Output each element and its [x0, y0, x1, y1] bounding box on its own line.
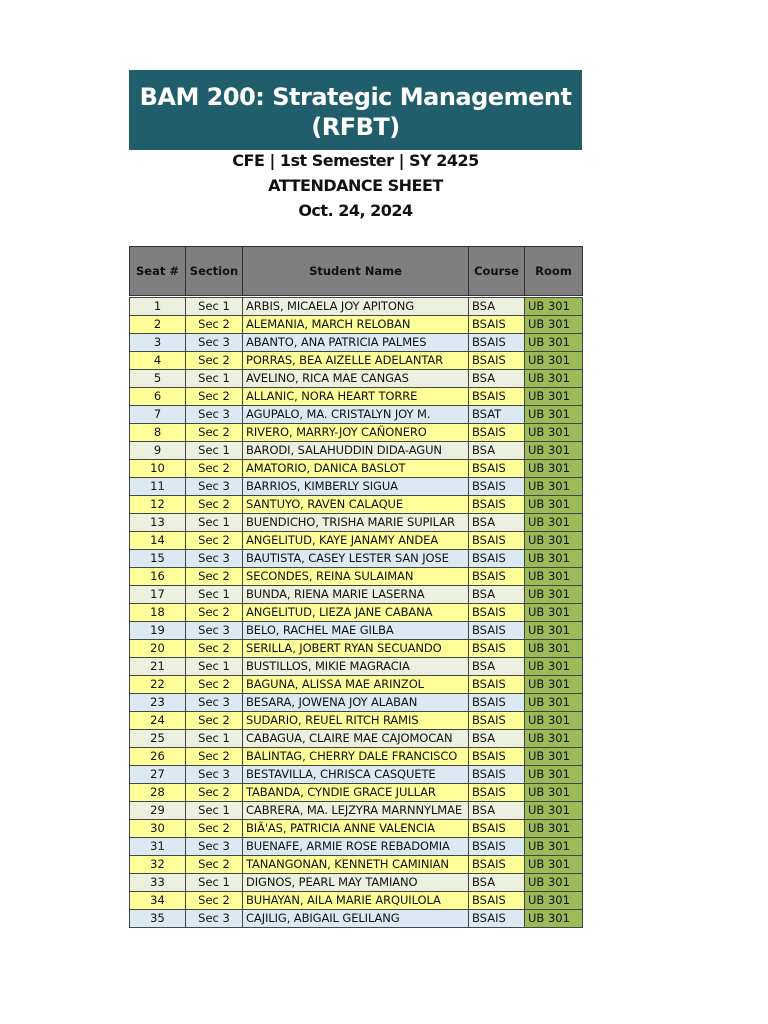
room-cell: UB 301 [525, 820, 583, 838]
table-row [130, 910, 583, 928]
sheet-title: ATTENDANCE SHEET [268, 176, 443, 195]
section-cell: Sec 1 [186, 370, 243, 388]
room-cell: UB 301 [525, 676, 583, 694]
table-row [130, 676, 583, 694]
seat-cell: 24 [130, 712, 186, 730]
section-cell: Sec 2 [186, 748, 243, 766]
course-cell: BSAIS [469, 334, 525, 352]
course-cell: BSAIS [469, 550, 525, 568]
table-row [130, 838, 583, 856]
seat-cell: 8 [130, 424, 186, 442]
seat-cell: 5 [130, 370, 186, 388]
course-cell: BSA [469, 802, 525, 820]
student-name-cell: BELO, RACHEL MAE GILBA [243, 622, 469, 640]
student-name-cell: BESARA, JOWENA JOY ALABAN [243, 694, 469, 712]
table-row [130, 748, 583, 766]
table-row [130, 892, 583, 910]
table-row [130, 856, 583, 874]
seat-cell: 9 [130, 442, 186, 460]
course-cell: BSAIS [469, 748, 525, 766]
course-cell: BSAIS [469, 316, 525, 334]
seat-cell: 14 [130, 532, 186, 550]
table-row [130, 622, 583, 640]
section-cell: Sec 2 [186, 820, 243, 838]
section-cell: Sec 2 [186, 568, 243, 586]
term-subtitle: CFE | 1st Semester | SY 2425 [232, 151, 479, 170]
room-cell: UB 301 [525, 442, 583, 460]
course-cell: BSAIS [469, 352, 525, 370]
section-cell: Sec 3 [186, 838, 243, 856]
course-cell: BSAIS [469, 820, 525, 838]
student-name-cell: BUENAFE, ARMIE ROSE REBADOMIA [243, 838, 469, 856]
seat-cell: 21 [130, 658, 186, 676]
section-cell: Sec 2 [186, 712, 243, 730]
seat-cell: 15 [130, 550, 186, 568]
title-banner [129, 70, 582, 150]
table-row [130, 550, 583, 568]
course-cell: BSAIS [469, 676, 525, 694]
seat-cell: 3 [130, 334, 186, 352]
table-row [130, 640, 583, 658]
section-cell: Sec 2 [186, 676, 243, 694]
student-name-cell: BESTAVILLA, CHRISCA CASQUETE [243, 766, 469, 784]
student-name-cell: ALEMANIA, MARCH RELOBAN [243, 316, 469, 334]
room-cell: UB 301 [525, 370, 583, 388]
table-row [130, 352, 583, 370]
student-name-cell: BARODI, SALAHUDDIN DIDA-AGUN [243, 442, 469, 460]
seat-cell: 2 [130, 316, 186, 334]
table-row [130, 532, 583, 550]
room-cell: UB 301 [525, 730, 583, 748]
student-name-cell: AGUPALO, MA. CRISTALYN JOY M. [243, 406, 469, 424]
seat-cell: 11 [130, 478, 186, 496]
room-cell: UB 301 [525, 478, 583, 496]
room-cell: UB 301 [525, 460, 583, 478]
table-row [130, 334, 583, 352]
section-cell: Sec 2 [186, 424, 243, 442]
course-cell: BSAIS [469, 712, 525, 730]
student-name-cell: CABAGUA, CLAIRE MAE CAJOMOCAN [243, 730, 469, 748]
course-cell: BSA [469, 658, 525, 676]
seat-cell: 31 [130, 838, 186, 856]
section-cell: Sec 1 [186, 730, 243, 748]
room-cell: UB 301 [525, 856, 583, 874]
seat-cell: 32 [130, 856, 186, 874]
section-cell: Sec 3 [186, 910, 243, 928]
table-row [130, 874, 583, 892]
student-name-cell: DIGNOS, PEARL MAY TAMIANO [243, 874, 469, 892]
room-cell: UB 301 [525, 604, 583, 622]
section-cell: Sec 2 [186, 388, 243, 406]
course-cell: BSA [469, 874, 525, 892]
table-row [130, 730, 583, 748]
room-cell: UB 301 [525, 622, 583, 640]
section-cell: Sec 2 [186, 640, 243, 658]
course-cell: BSAT [469, 406, 525, 424]
table-row [130, 370, 583, 388]
room-cell: UB 301 [525, 748, 583, 766]
course-code: (RFBT) [311, 113, 400, 141]
student-name-cell: BAGUNA, ALISSA MAE ARINZOL [243, 676, 469, 694]
course-cell: BSAIS [469, 568, 525, 586]
section-cell: Sec 3 [186, 478, 243, 496]
table-row [130, 586, 583, 604]
seat-cell: 27 [130, 766, 186, 784]
attendance-rows [130, 298, 583, 928]
room-cell: UB 301 [525, 334, 583, 352]
table-row [130, 424, 583, 442]
seat-cell: 29 [130, 802, 186, 820]
room-cell: UB 301 [525, 838, 583, 856]
course-cell: BSAIS [469, 766, 525, 784]
seat-cell: 16 [130, 568, 186, 586]
column-header-room: Room [525, 247, 583, 296]
section-cell: Sec 1 [186, 442, 243, 460]
section-cell: Sec 3 [186, 334, 243, 352]
course-cell: BSAIS [469, 604, 525, 622]
room-cell: UB 301 [525, 298, 583, 316]
student-name-cell: TABANDA, CYNDIE GRACE JULLAR [243, 784, 469, 802]
seat-cell: 19 [130, 622, 186, 640]
seat-cell: 4 [130, 352, 186, 370]
section-cell: Sec 2 [186, 532, 243, 550]
section-cell: Sec 3 [186, 694, 243, 712]
column-header-student-name: Student Name [243, 247, 469, 296]
course-cell: BSAIS [469, 424, 525, 442]
room-cell: UB 301 [525, 388, 583, 406]
table-row [130, 712, 583, 730]
seat-cell: 17 [130, 586, 186, 604]
course-cell: BSA [469, 514, 525, 532]
table-row [130, 784, 583, 802]
student-name-cell: SECONDES, REINA SULAIMAN [243, 568, 469, 586]
seat-cell: 30 [130, 820, 186, 838]
seat-cell: 22 [130, 676, 186, 694]
student-name-cell: BAUTISTA, CASEY LESTER SAN JOSE [243, 550, 469, 568]
table-row [130, 658, 583, 676]
table-row [130, 802, 583, 820]
table-header-row [130, 247, 583, 296]
section-cell: Sec 1 [186, 658, 243, 676]
table-row [130, 514, 583, 532]
student-name-cell: SERILLA, JOBERT RYAN SECUANDO [243, 640, 469, 658]
room-cell: UB 301 [525, 424, 583, 442]
student-name-cell: ANGELITUD, KAYE JANAMY ANDEA [243, 532, 469, 550]
room-cell: UB 301 [525, 658, 583, 676]
course-cell: BSAIS [469, 640, 525, 658]
table-row [130, 316, 583, 334]
room-cell: UB 301 [525, 496, 583, 514]
section-cell: Sec 2 [186, 784, 243, 802]
section-cell: Sec 3 [186, 622, 243, 640]
room-cell: UB 301 [525, 586, 583, 604]
room-cell: UB 301 [525, 910, 583, 928]
seat-cell: 28 [130, 784, 186, 802]
course-title: BAM 200: Strategic Management [139, 83, 572, 111]
table-row [130, 442, 583, 460]
course-cell: BSAIS [469, 496, 525, 514]
room-cell: UB 301 [525, 874, 583, 892]
section-cell: Sec 3 [186, 550, 243, 568]
seat-cell: 10 [130, 460, 186, 478]
seat-cell: 33 [130, 874, 186, 892]
room-cell: UB 301 [525, 532, 583, 550]
section-cell: Sec 1 [186, 298, 243, 316]
course-cell: BSAIS [469, 838, 525, 856]
seat-cell: 1 [130, 298, 186, 316]
room-cell: UB 301 [525, 892, 583, 910]
student-name-cell: ARBIS, MICAELA JOY APITONG [243, 298, 469, 316]
column-header-course: Course [469, 247, 525, 296]
student-name-cell: ANGELITUD, LIEZA JANE CABANA [243, 604, 469, 622]
section-cell: Sec 1 [186, 874, 243, 892]
course-cell: BSAIS [469, 892, 525, 910]
table-row [130, 460, 583, 478]
student-name-cell: AVELINO, RICA MAE CANGAS [243, 370, 469, 388]
student-name-cell: ABANTO, ANA PATRICIA PALMES [243, 334, 469, 352]
seat-cell: 34 [130, 892, 186, 910]
table-row [130, 568, 583, 586]
section-cell: Sec 2 [186, 604, 243, 622]
section-cell: Sec 2 [186, 892, 243, 910]
student-name-cell: SANTUYO, RAVEN CALAQUE [243, 496, 469, 514]
student-name-cell: BUSTILLOS, MIKIE MAGRACIA [243, 658, 469, 676]
section-cell: Sec 3 [186, 766, 243, 784]
course-cell: BSAIS [469, 460, 525, 478]
seat-cell: 20 [130, 640, 186, 658]
course-cell: BSA [469, 730, 525, 748]
section-cell: Sec 3 [186, 406, 243, 424]
table-row [130, 694, 583, 712]
seat-cell: 35 [130, 910, 186, 928]
course-cell: BSAIS [469, 694, 525, 712]
room-cell: UB 301 [525, 316, 583, 334]
student-name-cell: BUENDICHO, TRISHA MARIE SUPILAR [243, 514, 469, 532]
course-cell: BSAIS [469, 622, 525, 640]
table-row [130, 478, 583, 496]
sheet-date: Oct. 24, 2024 [298, 201, 413, 220]
seat-cell: 25 [130, 730, 186, 748]
section-cell: Sec 2 [186, 496, 243, 514]
table-row [130, 496, 583, 514]
room-cell: UB 301 [525, 550, 583, 568]
seat-cell: 26 [130, 748, 186, 766]
column-header-section: Section [186, 247, 243, 296]
room-cell: UB 301 [525, 766, 583, 784]
table-row [130, 766, 583, 784]
table-row [130, 298, 583, 316]
course-cell: BSAIS [469, 478, 525, 496]
student-name-cell: BUNDA, RIENA MARIE LASERNA [243, 586, 469, 604]
seat-cell: 13 [130, 514, 186, 532]
table-row [130, 406, 583, 424]
table-row [130, 604, 583, 622]
student-name-cell: SUDARIO, REUEL RITCH RAMIS [243, 712, 469, 730]
student-name-cell: TANANGONAN, KENNETH CAMINIAN [243, 856, 469, 874]
seat-cell: 18 [130, 604, 186, 622]
student-name-cell: RIVERO, MARRY-JOY CAÑONERO [243, 424, 469, 442]
attendance-table [129, 246, 583, 928]
seat-cell: 7 [130, 406, 186, 424]
room-cell: UB 301 [525, 784, 583, 802]
room-cell: UB 301 [525, 568, 583, 586]
student-name-cell: BALINTAG, CHERRY DALE FRANCISCO [243, 748, 469, 766]
course-cell: BSA [469, 298, 525, 316]
seat-cell: 23 [130, 694, 186, 712]
section-cell: Sec 1 [186, 514, 243, 532]
section-cell: Sec 2 [186, 316, 243, 334]
student-name-cell: CABRERA, MA. LEJZYRA MARNNYLMAE [243, 802, 469, 820]
room-cell: UB 301 [525, 802, 583, 820]
room-cell: UB 301 [525, 406, 583, 424]
course-cell: BSAIS [469, 910, 525, 928]
section-cell: Sec 2 [186, 352, 243, 370]
room-cell: UB 301 [525, 640, 583, 658]
course-cell: BSAIS [469, 784, 525, 802]
room-cell: UB 301 [525, 712, 583, 730]
student-name-cell: BIÃ'AS, PATRICIA ANNE VALENCIA [243, 820, 469, 838]
student-name-cell: BARRIOS, KIMBERLY SIGUA [243, 478, 469, 496]
course-cell: BSA [469, 442, 525, 460]
course-cell: BSAIS [469, 856, 525, 874]
room-cell: UB 301 [525, 694, 583, 712]
section-cell: Sec 1 [186, 802, 243, 820]
course-cell: BSA [469, 586, 525, 604]
student-name-cell: PORRAS, BEA AIZELLE ADELANTAR [243, 352, 469, 370]
student-name-cell: CAJILIG, ABIGAIL GELILANG [243, 910, 469, 928]
course-cell: BSAIS [469, 388, 525, 406]
section-cell: Sec 1 [186, 586, 243, 604]
table-row [130, 820, 583, 838]
room-cell: UB 301 [525, 514, 583, 532]
course-cell: BSAIS [469, 532, 525, 550]
course-cell: BSA [469, 370, 525, 388]
table-row [130, 388, 583, 406]
section-cell: Sec 2 [186, 460, 243, 478]
section-cell: Sec 2 [186, 856, 243, 874]
column-header-seat: Seat # [130, 247, 186, 296]
seat-cell: 6 [130, 388, 186, 406]
seat-cell: 12 [130, 496, 186, 514]
student-name-cell: ALLANIC, NORA HEART TORRE [243, 388, 469, 406]
student-name-cell: BUHAYAN, AILA MARIE ARQUILOLA [243, 892, 469, 910]
student-name-cell: AMATORIO, DANICA BASLOT [243, 460, 469, 478]
room-cell: UB 301 [525, 352, 583, 370]
